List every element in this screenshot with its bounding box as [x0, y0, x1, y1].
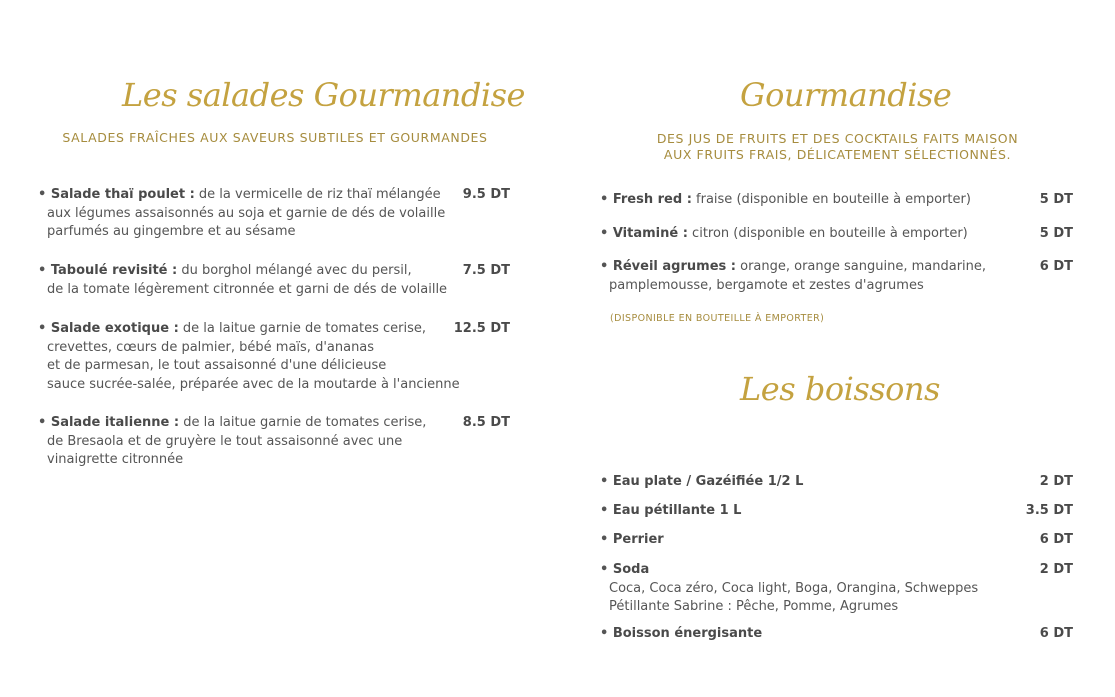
juices-note: (DISPONIBLE EN BOUTEILLE À EMPORTER) [610, 313, 825, 324]
juices-subtitle-line-1: DES JUS DE FRUITS ET DES COCKTAILS FAITS MAISON [656, 131, 1019, 146]
salad-item-desc: vinaigrette citronnée [47, 452, 184, 467]
salad-item-name: Salade exotique : [50, 321, 179, 336]
juice-item [600, 191, 971, 210]
juices-subtitle-line-2: AUX FRUITS FRAIS, DÉLICATEMENT SÉLECTIONNÉS. [663, 147, 1012, 162]
drink-item-first-line [600, 561, 978, 580]
bullet-icon: • [600, 503, 613, 518]
juice-item-desc: orange, orange sanguine, mandarine, [735, 259, 987, 274]
juice-item-desc: pamplemousse, bergamote et zestes d'agrumes [609, 277, 924, 293]
bullet-icon: • [600, 532, 613, 547]
drink-item-desc: Pétillante Sabrine : Pêche, Pomme, Agrumes [609, 599, 899, 614]
salads-section-subtitle: SALADES FRAÎCHES AUX SAVEURS SUBTILES ET GOURMANDES [62, 130, 488, 145]
salad-item-name: Taboulé revisité : [50, 263, 178, 278]
juices-section-subtitle [600, 131, 1075, 163]
salad-item [38, 186, 445, 242]
juice-item-desc: citron (disponible en bouteille à emporter) [687, 226, 968, 241]
salad-item-name: Salade thaï poulet : [50, 187, 195, 202]
drink-item [600, 531, 664, 550]
bullet-icon: • [600, 192, 613, 207]
salad-item-desc: de la laitue garnie de tomates cerise, [178, 321, 427, 336]
salad-item-first-line [38, 262, 447, 281]
bullet-icon: • [38, 321, 51, 336]
drink-item-name: Soda [612, 562, 650, 577]
drink-item-desc: Coca, Coca zéro, Coca light, Boga, Orangina, Schweppes [609, 580, 979, 596]
juice-item-price: 5 DT [1039, 226, 1073, 241]
bullet-icon: • [38, 263, 51, 278]
salad-item-desc: de la laitue garnie de tomates cerise, [179, 415, 427, 430]
salad-item-desc: de la vermicelle de riz thaï mélangée [194, 187, 441, 202]
drink-item [600, 561, 978, 617]
salad-item-desc: de la tomate légèrement citronnée et garni de dés de volaille [47, 281, 448, 297]
drink-item-name: Boisson énergisante [612, 626, 763, 641]
salad-item [38, 320, 460, 394]
drink-item-name: Eau plate / Gazéifiée 1/2 L [612, 474, 804, 489]
juice-item-first-line [600, 258, 986, 277]
salad-item-first-line [38, 186, 445, 205]
juices-section-title: Gourmandise [740, 76, 952, 114]
drink-item-first-line [600, 502, 741, 521]
juice-item-name: Fresh red : [612, 192, 692, 207]
drink-item-first-line [600, 473, 803, 492]
salad-item-desc: de Bresaola et de gruyère le tout assaisonné avec une [47, 433, 403, 449]
salad-item-first-line [38, 320, 460, 339]
salad-item [38, 414, 426, 470]
juice-item [600, 258, 986, 295]
drink-item-price: 6 DT [1039, 532, 1073, 547]
drink-item-price: 6 DT [1039, 626, 1073, 641]
salad-item-desc: du borghol mélangé avec du persil, [177, 263, 412, 278]
salad-item-desc: sauce sucrée-salée, préparée avec de la moutarde à l'ancienne [47, 376, 460, 392]
salad-item-price: 9.5 DT [462, 187, 510, 202]
salad-item-price: 7.5 DT [462, 263, 510, 278]
juice-item-price: 5 DT [1039, 192, 1073, 207]
salad-item-desc: parfumés au gingembre et au sésame [47, 224, 296, 239]
salad-item [38, 262, 447, 299]
salad-item-name: Salade italienne : [50, 415, 180, 430]
drink-item-price: 3.5 DT [1025, 503, 1073, 518]
drink-item-name: Perrier [612, 532, 664, 547]
salad-item-price: 12.5 DT [453, 321, 510, 336]
juice-item [600, 225, 968, 244]
bullet-icon: • [600, 226, 613, 241]
bullet-icon: • [600, 562, 613, 577]
drink-item-price: 2 DT [1039, 562, 1073, 577]
drinks-section-title: Les boissons [740, 370, 940, 408]
bullet-icon: • [600, 626, 613, 641]
drink-item-first-line [600, 531, 664, 550]
juice-item-name: Réveil agrumes : [612, 259, 736, 274]
salad-item-desc: crevettes, cœurs de palmier, bébé maïs, d'ananas [47, 339, 375, 355]
bullet-icon: • [38, 415, 51, 430]
salad-item-first-line [38, 414, 426, 433]
juice-item-first-line [600, 191, 971, 210]
drink-item-name: Eau pétillante 1 L [612, 503, 742, 518]
salad-item-price: 8.5 DT [462, 415, 510, 430]
salad-item-desc: aux légumes assaisonnés au soja et garnie de dés de volaille [47, 205, 446, 221]
bullet-icon: • [38, 187, 51, 202]
juice-item-name: Vitaminé : [612, 226, 688, 241]
drink-item [600, 473, 803, 492]
drink-item-price: 2 DT [1039, 474, 1073, 489]
salad-item-desc: et de parmesan, le tout assaisonné d'une délicieuse [47, 358, 387, 373]
drink-item-first-line [600, 625, 762, 644]
bullet-icon: • [600, 474, 613, 489]
juice-item-desc: fraise (disponible en bouteille à emporter) [691, 192, 971, 207]
juice-item-price: 6 DT [1039, 259, 1073, 274]
drink-item [600, 502, 741, 521]
drink-item [600, 625, 762, 644]
juice-item-first-line [600, 225, 968, 244]
bullet-icon: • [600, 259, 613, 274]
salads-section-title: Les salades Gourmandise [122, 76, 525, 114]
